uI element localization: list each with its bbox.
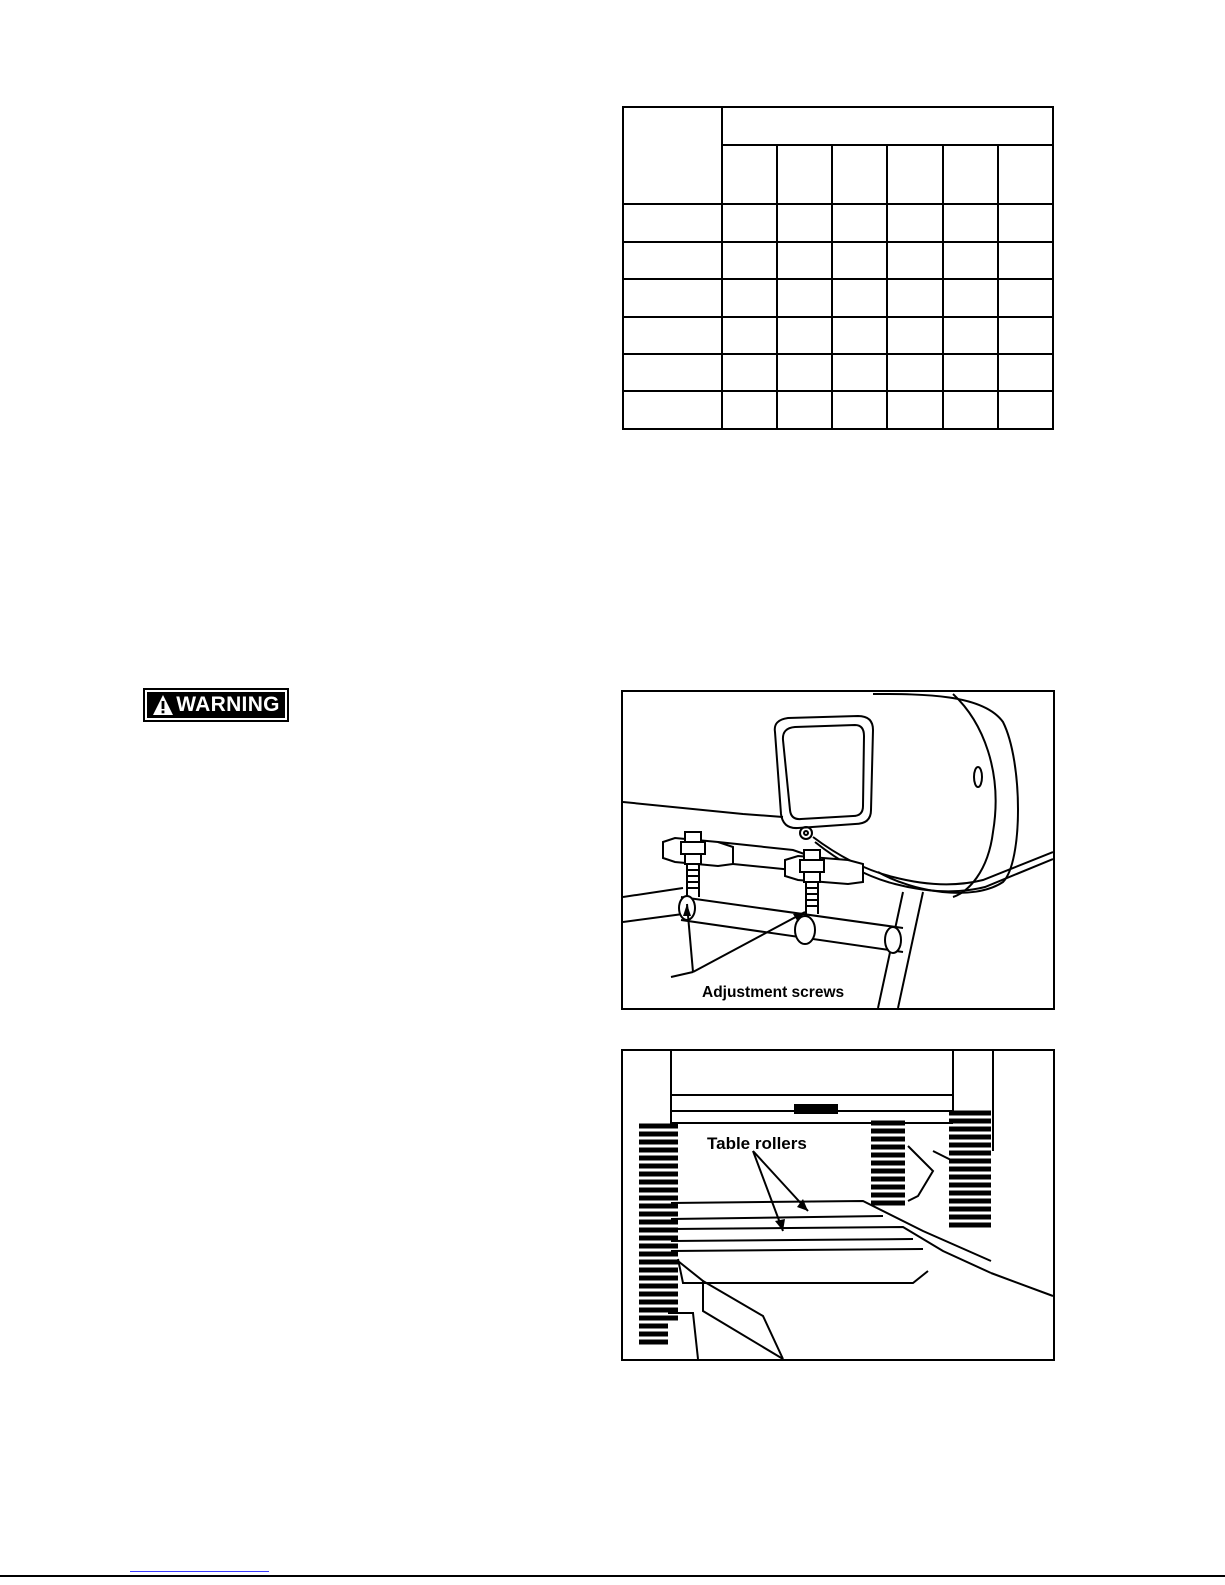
table-cell xyxy=(887,279,942,316)
table-row xyxy=(623,242,1053,279)
table-cell xyxy=(722,354,777,391)
table-cell xyxy=(832,354,887,391)
table-cell xyxy=(998,317,1053,354)
table-cell xyxy=(832,204,887,241)
table-cell xyxy=(887,204,942,241)
table-cell xyxy=(722,317,777,354)
table-cell xyxy=(887,242,942,279)
table-corner-cell xyxy=(623,107,722,204)
table-cell xyxy=(722,204,777,241)
table-cell xyxy=(943,317,998,354)
table-row xyxy=(623,204,1053,241)
table-cell xyxy=(777,242,832,279)
table-cell xyxy=(623,242,722,279)
table-cell xyxy=(623,354,722,391)
adjustment-screws-callout: Adjustment screws xyxy=(702,984,845,1001)
warning-label: WARNING xyxy=(176,693,280,716)
table-cell xyxy=(623,317,722,354)
warning-triangle-icon xyxy=(152,694,174,716)
table-cell xyxy=(722,391,777,429)
table-cell xyxy=(623,204,722,241)
table-cell xyxy=(943,391,998,429)
table-cell xyxy=(943,204,998,241)
warning-badge xyxy=(143,688,289,722)
table-row xyxy=(623,317,1053,354)
adjustment-screws-illustration xyxy=(623,692,1053,1008)
table-cell xyxy=(887,317,942,354)
footer-link-underline xyxy=(130,1571,269,1572)
table-cell xyxy=(832,317,887,354)
table-cell xyxy=(777,391,832,429)
table-cell xyxy=(887,354,942,391)
table-row xyxy=(623,391,1053,429)
figure-adjustment-screws xyxy=(621,690,1055,1010)
table-cell xyxy=(722,279,777,316)
table-cell xyxy=(998,204,1053,241)
table-cell xyxy=(887,391,942,429)
table-cell xyxy=(777,279,832,316)
footer-rule xyxy=(0,1575,1225,1577)
data-table xyxy=(622,106,1054,430)
table-cell xyxy=(943,279,998,316)
table-cell xyxy=(777,204,832,241)
table-cell xyxy=(998,279,1053,316)
table-cell xyxy=(998,391,1053,429)
table-cell xyxy=(943,242,998,279)
table-row xyxy=(623,279,1053,316)
table-header-cell xyxy=(777,145,832,204)
table-cell xyxy=(832,391,887,429)
table-cell xyxy=(777,354,832,391)
table-header-cell xyxy=(887,145,942,204)
table-group-header-cell xyxy=(722,107,1053,145)
table-header-cell xyxy=(832,145,887,204)
table-header-cell xyxy=(998,145,1053,204)
table-cell xyxy=(998,242,1053,279)
table-rollers-callout: Table rollers xyxy=(707,1134,807,1153)
table-cell xyxy=(832,242,887,279)
table-cell xyxy=(623,279,722,316)
table-rollers-illustration xyxy=(623,1051,1053,1359)
table-cell xyxy=(943,354,998,391)
table-cell xyxy=(722,242,777,279)
figure-table-rollers xyxy=(621,1049,1055,1361)
table-header-cell xyxy=(943,145,998,204)
left-spring xyxy=(639,1126,678,1318)
table-cell xyxy=(623,391,722,429)
table-header-cell xyxy=(722,145,777,204)
table-header-row xyxy=(623,107,1053,145)
table-cell xyxy=(998,354,1053,391)
warning-badge-inner xyxy=(147,692,285,718)
table-cell xyxy=(777,317,832,354)
table-cell xyxy=(832,279,887,316)
table-row xyxy=(623,354,1053,391)
